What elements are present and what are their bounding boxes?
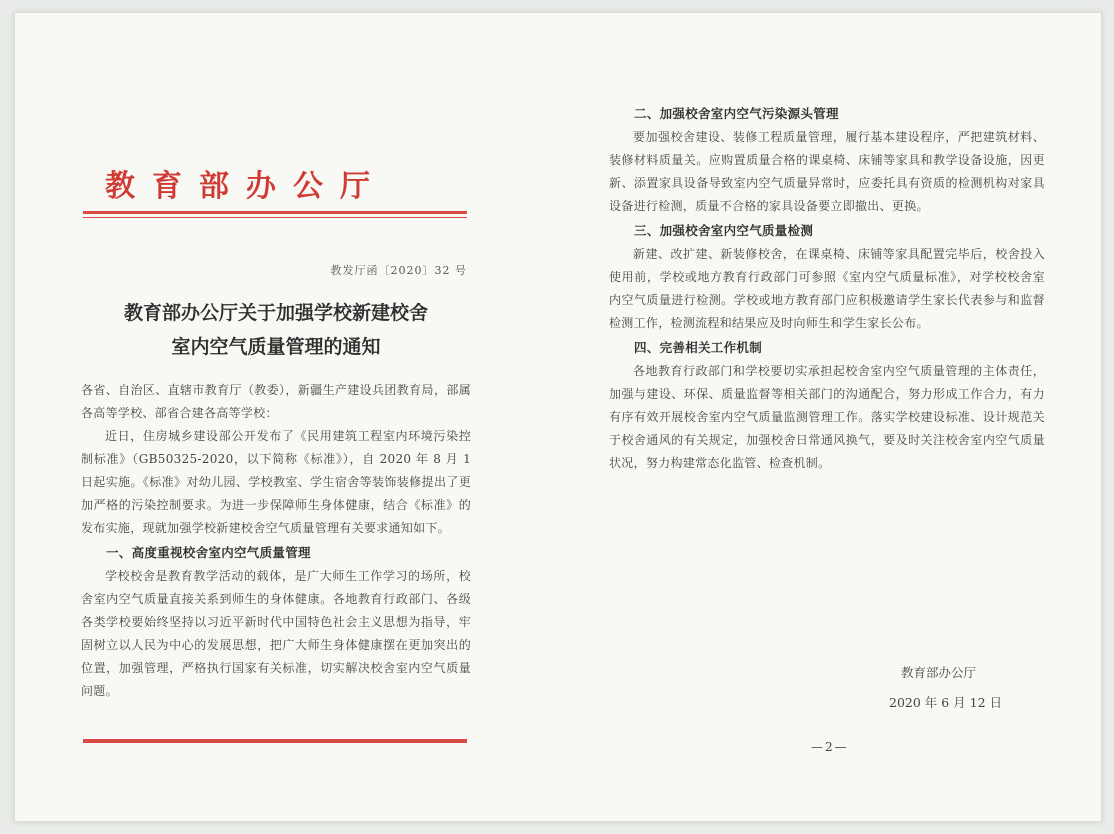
document-page [14, 12, 1102, 822]
red-divider-line-thin [83, 217, 467, 218]
addressees: 各省、自治区、直辖市教育厅（教委），新疆生产建设兵团教育局，部属各高等学校、部省合建各高等学校： [81, 383, 471, 420]
red-divider-line-bottom [83, 739, 467, 743]
right-body [609, 101, 1045, 475]
section-3-heading: 三、加强校舍室内空气质量检测 [634, 223, 814, 238]
section-2-heading: 二、加强校舍室内空气污染源头管理 [634, 106, 839, 121]
section-3-text: 新建、改扩建、新装修校舍，在课桌椅、床铺等家具配置完毕后，校舍投入使用前，学校或地方教育行政部门可参照《室内空气质量标准》，对学校校舍室内空气质量进行检测。学校或地方教育部门应积极邀请学生家长代表参与和监督检测工作，检测流程和结果应及时向师生和学生家长公布。 [609, 247, 1045, 330]
section-1-text: 学校校舍是教育教学活动的载体，是广大师生工作学习的场所，校舍室内空气质量直接关系到师生的身体健康。各地教育行政部门、各级各类学校要始终坚持以习近平新时代中国特色社会主义思想为指导，牢固树立以人民为中心的发展思想，把广大师生身体健康摆在更加突出的位置，加强管理，严格执行国家有关标准，切实解决校舍室内空气质量问题。 [81, 569, 471, 698]
issuing-office-heading: 教育部办公厅 [105, 169, 387, 204]
document-title-line-2: 室内空气质量管理的通知 [171, 336, 381, 358]
section-4-heading: 四、完善相关工作机制 [634, 340, 763, 355]
document-number: 教发厅函〔2020〕32 号 [330, 264, 467, 277]
document-title-line-1: 教育部办公厅关于加强学校新建校舍 [123, 302, 428, 324]
left-body [81, 379, 471, 703]
intro-paragraph: 近日，住房城乡建设部公开发布了《民用建筑工程室内环境污染控制标准》（GB50325-2020，以下简称《标准》），自 2020 年 8 月 1 日起实施。《标准》对幼儿园、学校教室、学生宿舍等装饰装修提出了更加严格的污染控制要求。为进一步保障师生身体健康，结合《标准》的发布实施，现就加强学校新建校舍空气质量管理有关要求通知如下。 [81, 429, 471, 535]
red-divider-line [83, 211, 467, 214]
section-1-heading: 一、高度重视校舍室内空气质量管理 [106, 545, 311, 560]
document-title [81, 296, 471, 364]
right-page [609, 13, 1045, 821]
section-4-text: 各地教育行政部门和学校要切实承担起校舍室内空气质量管理的主体责任，加强与建设、环保、质量监督等相关部门的沟通配合，努力形成工作合力，有力有序有效开展校舍室内空气质量监测管理工作。落实学校建设标准、设计规范关于校舍通风的有关规定，加强校舍日常通风换气，要及时关注校舍室内空气质量状况，努力构建常态化监管、检查机制。 [609, 364, 1045, 470]
signature-date: 2020 年 6 月 12 日 [889, 695, 1003, 710]
left-page [81, 13, 471, 821]
signature-org: 教育部办公厅 [901, 665, 977, 680]
page-number: —2— [811, 740, 849, 754]
section-2-text: 要加强校舍建设、装修工程质量管理，履行基本建设程序，严把建筑材料、装修材料质量关。应购置质量合格的课桌椅、床铺等家具和教学设备设施，因更新、添置家具设备导致室内空气质量异常时，应委托具有资质的检测机构对家具设备进行检测，质量不合格的家具设备要立即撤出、更换。 [609, 130, 1045, 213]
